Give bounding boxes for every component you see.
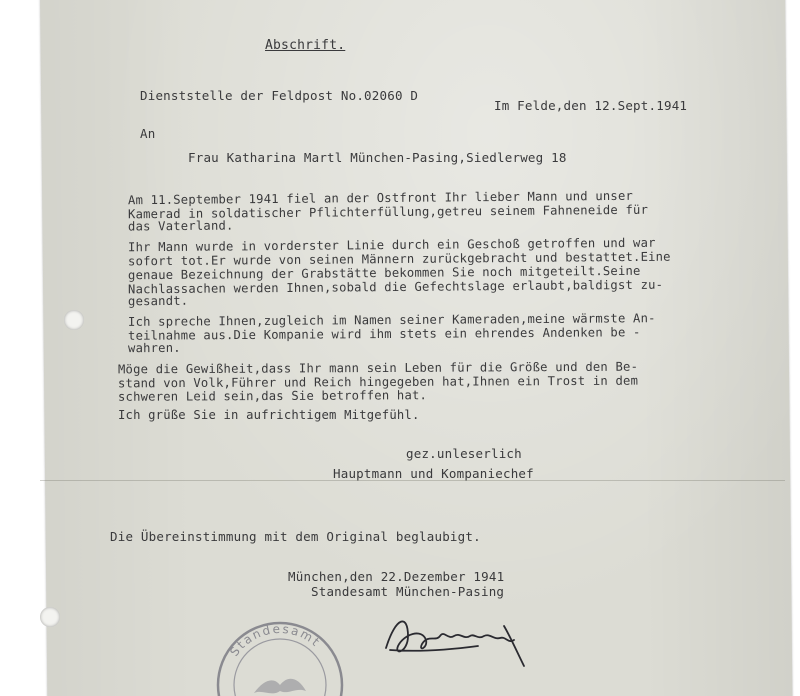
certification-office: Standesamt München-Pasing <box>311 584 505 599</box>
body-line: das Vaterland. <box>127 218 234 234</box>
body-line: Ich spreche Ihnen,zugleich im Namen seiner Kameraden,meine wärmste An- <box>127 311 656 329</box>
signed-note: gez.unleserlich <box>406 446 522 461</box>
body-line: wahren. <box>127 340 181 356</box>
certification-place-date: München,den 22.Dezember 1941 <box>288 569 505 584</box>
recipient-line: Frau Katharina Martl München-Pasing,Siedlerweg 18 <box>188 150 567 165</box>
official-stamp-seal <box>210 615 350 696</box>
stamp-text: Standesamt <box>227 621 324 659</box>
body-line: teilnahme aus.Die Kompanie wird ihm stets ein ehrendes Andenken be - <box>127 325 641 343</box>
signer-role: Hauptmann und Kompaniechef <box>333 466 534 481</box>
body-line: sofort tot.Er wurde von seinen Männern zurückgebracht und bestattet.Eine <box>127 249 671 269</box>
body-line: schweren Leid sein,das Sie betroffen hat. <box>117 388 428 404</box>
body-line: gesandt. <box>127 293 189 309</box>
body-line: Kamerad in soldatischer Pflichterfüllung,getreu seinem Fahneneide für <box>127 202 649 222</box>
body-line: Ich grüße Sie in aufrichtigem Mitgefühl. <box>118 408 420 422</box>
body-line: Möge die Gewißheit,dass Ihr mann sein Leben für die Größe und den Be- <box>117 359 639 377</box>
svg-text:Standesamt <box>227 622 323 659</box>
handwritten-signature <box>378 606 538 676</box>
sender-line: Dienststelle der Feldpost No.02060 D <box>140 88 419 103</box>
body-line: Nachlassachen werden Ihnen,sobald die Gefechtslage erlaubt,baldigst zu- <box>127 277 664 297</box>
punch-hole <box>64 310 84 330</box>
punch-hole <box>40 607 60 627</box>
body-line: stand von Volk,Führer und Reich hingegeben hat,Ihnen ein Trost in dem <box>117 373 639 391</box>
body-line: Ihr Mann wurde in vorderster Linie durch ein Geschoß getroffen und war <box>127 235 656 255</box>
place-date: Im Felde,den 12.Sept.1941 <box>494 98 688 113</box>
document-title: Abschrift. <box>265 38 346 53</box>
salutation-to: An <box>140 126 156 141</box>
body-line: genaue Bezeichnung der Grabstätte bekommen Sie noch mitgeteilt.Seine <box>127 263 641 283</box>
certification-line: Die Übereinstimmung mit dem Original beglaubigt. <box>110 529 481 544</box>
body-line: Am 11.September 1941 fiel an der Ostfront Ihr lieber Mann und unser <box>127 188 634 208</box>
